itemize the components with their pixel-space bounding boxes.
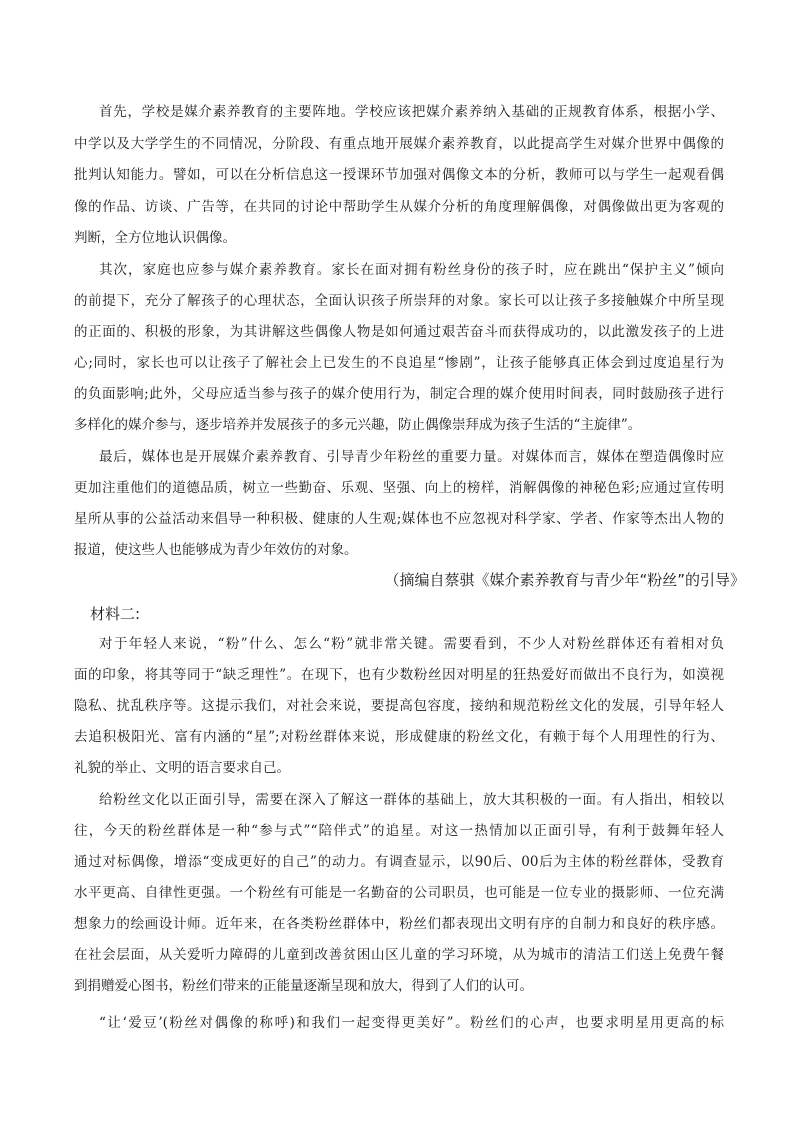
paragraph-1-line-2: 中学以及大学学生的不同情况，分阶段、有重点地开展媒介素养教育，以此提高学生对媒介世界中偶像的 xyxy=(74,136,724,152)
paragraph-3-line-1: 最后，媒体也是开展媒介素养教育、引导青少年粉丝的重要力量。对媒体而言，媒体在塑造偶像时应 xyxy=(99,449,724,465)
paragraph-1-line-3: 批判认知能力。譬如，可以在分析信息这一授课环节加强对偶像文本的分析，教师可以与学生一起观看偶 xyxy=(74,167,724,183)
paragraph-2-line-1: 其次，家庭也应参与媒介素养教育。家长在面对拥有粉丝身份的孩子时，应在跳出“保护主义”倾向 xyxy=(99,262,724,278)
material-2-paragraph-2-line-2: 往，今天的粉丝群体是一种“参与式”“陪伴式”的追星。对这一热情加以正面引导，有利于鼓舞年轻人 xyxy=(74,823,724,839)
paragraph-2-line-5: 的负面影响;此外，父母应适当参与孩子的媒介使用行为，制定合理的媒介使用时间表，同时鼓励孩子进行 xyxy=(74,386,724,402)
paragraph-3-line-2: 更加注重他们的道德品质，树立一些勤奋、乐观、坚强、向上的榜样，消解偶像的神秘色彩;应通过宣传明 xyxy=(74,480,724,496)
material-2-paragraph-2-line-6: 在社会层面，从关爱听力障碍的儿童到改善贫困山区儿童的学习环境，从为城市的清洁工们送上免费午餐 xyxy=(74,947,724,963)
paragraph-1-line-5: 判断，全方位地认识偶像。 xyxy=(74,230,236,246)
material-2-paragraph-1-line-2: 面的印象，将其等同于“缺乏理性”。在现下，也有少数粉丝因对明星的狂热爱好而做出不良行为，如漠视 xyxy=(74,667,724,683)
material-2-paragraph-1-line-3: 隐私、扰乱秩序等。这提示我们，对社会来说，要提高包容度，接纳和规范粉丝文化的发展，引导年轻人 xyxy=(74,698,724,714)
paragraph-2-line-2: 的前提下，充分了解孩子的心理状态，全面认识孩子所崇拜的对象。家长可以让孩子多接触媒介中所呈现 xyxy=(74,293,724,309)
material-2-heading: 材料二: xyxy=(90,605,141,623)
paragraph-1-line-4: 像的作品、访谈、广告等，在共同的讨论中帮助学生从媒介分析的角度理解偶像，对偶像做出更为客观的 xyxy=(74,199,724,215)
material-2-paragraph-1-line-1: 对于年轻人来说，“粉”什么、怎么“粉”就非常关键。需要看到，不少人对粉丝群体还有着相对负 xyxy=(99,636,724,652)
material-2-paragraph-1-line-4: 去追积极阳光、富有内涵的“星”;对粉丝群体来说，形成健康的粉丝文化，有赖于每个人用理性的行为、 xyxy=(74,729,724,745)
paragraph-2-line-6: 多样化的媒介参与，逐步培养并发展孩子的多元兴趣，防止偶像崇拜成为孩子生活的“主旋律”。 xyxy=(74,417,642,433)
paragraph-3-line-3: 星所从事的公益活动来倡导一种积极、健康的人生观;媒体也不应忽视对科学家、学者、作家等杰出人物的 xyxy=(74,511,724,527)
paragraph-1-line-1: 首先，学校是媒介素养教育的主要阵地。学校应该把媒介素养纳入基础的正规教育体系，根据小学、 xyxy=(99,104,724,120)
material-2-paragraph-2-line-4: 水平更高、自律性更强。一个粉丝有可能是一名勤奋的公司职员，也可能是一位专业的摄影师、一位充满 xyxy=(74,885,724,901)
material-2-paragraph-2-line-7: 到捐赠爱心图书，粉丝们带来的正能量逐渐呈现和放大，得到了人们的认可。 xyxy=(74,978,533,994)
source-citation: （摘编自蔡骐《媒介素养教育与青少年“粉丝”的引导》 xyxy=(384,571,745,589)
material-2-paragraph-2-line-1: 给粉丝文化以正面引导，需要在深入了解这一群体的基础上，放大其积极的一面。有人指出，相较以 xyxy=(99,792,724,808)
material-2-paragraph-3-line-1: “让‘爱豆’(粉丝对偶像的称呼)和我们一起变得更美好”。粉丝们的心声，也要求明星用更高的标 xyxy=(99,1015,724,1031)
material-2-paragraph-2-line-3: 通过对标偶像，增添“变成更好的自己”的动力。有调查显示，以90后、00后为主体的粉丝群体，受教育 xyxy=(74,854,724,870)
paragraph-2-line-3: 的正面的、积极的形象，为其讲解这些偶像人物是如何通过艰苦奋斗而获得成功的，以此激发孩子的上进 xyxy=(74,324,724,340)
material-2-paragraph-2-line-5: 想象力的绘画设计师。近年来，在各类粉丝群体中，粉丝们都表现出文明有序的自制力和良好的秩序感。 xyxy=(74,916,724,932)
paragraph-3-line-4: 报道，使这些人也能够成为青少年效仿的对象。 xyxy=(74,542,358,558)
paragraph-2-line-4: 心;同时，家长也可以让孩子了解社会上已发生的不良追星“惨剧”，让孩子能够真正体会到过度追星行为 xyxy=(74,355,724,371)
material-2-paragraph-1-line-5: 礼貌的举止、文明的语言要求自己。 xyxy=(74,760,290,776)
